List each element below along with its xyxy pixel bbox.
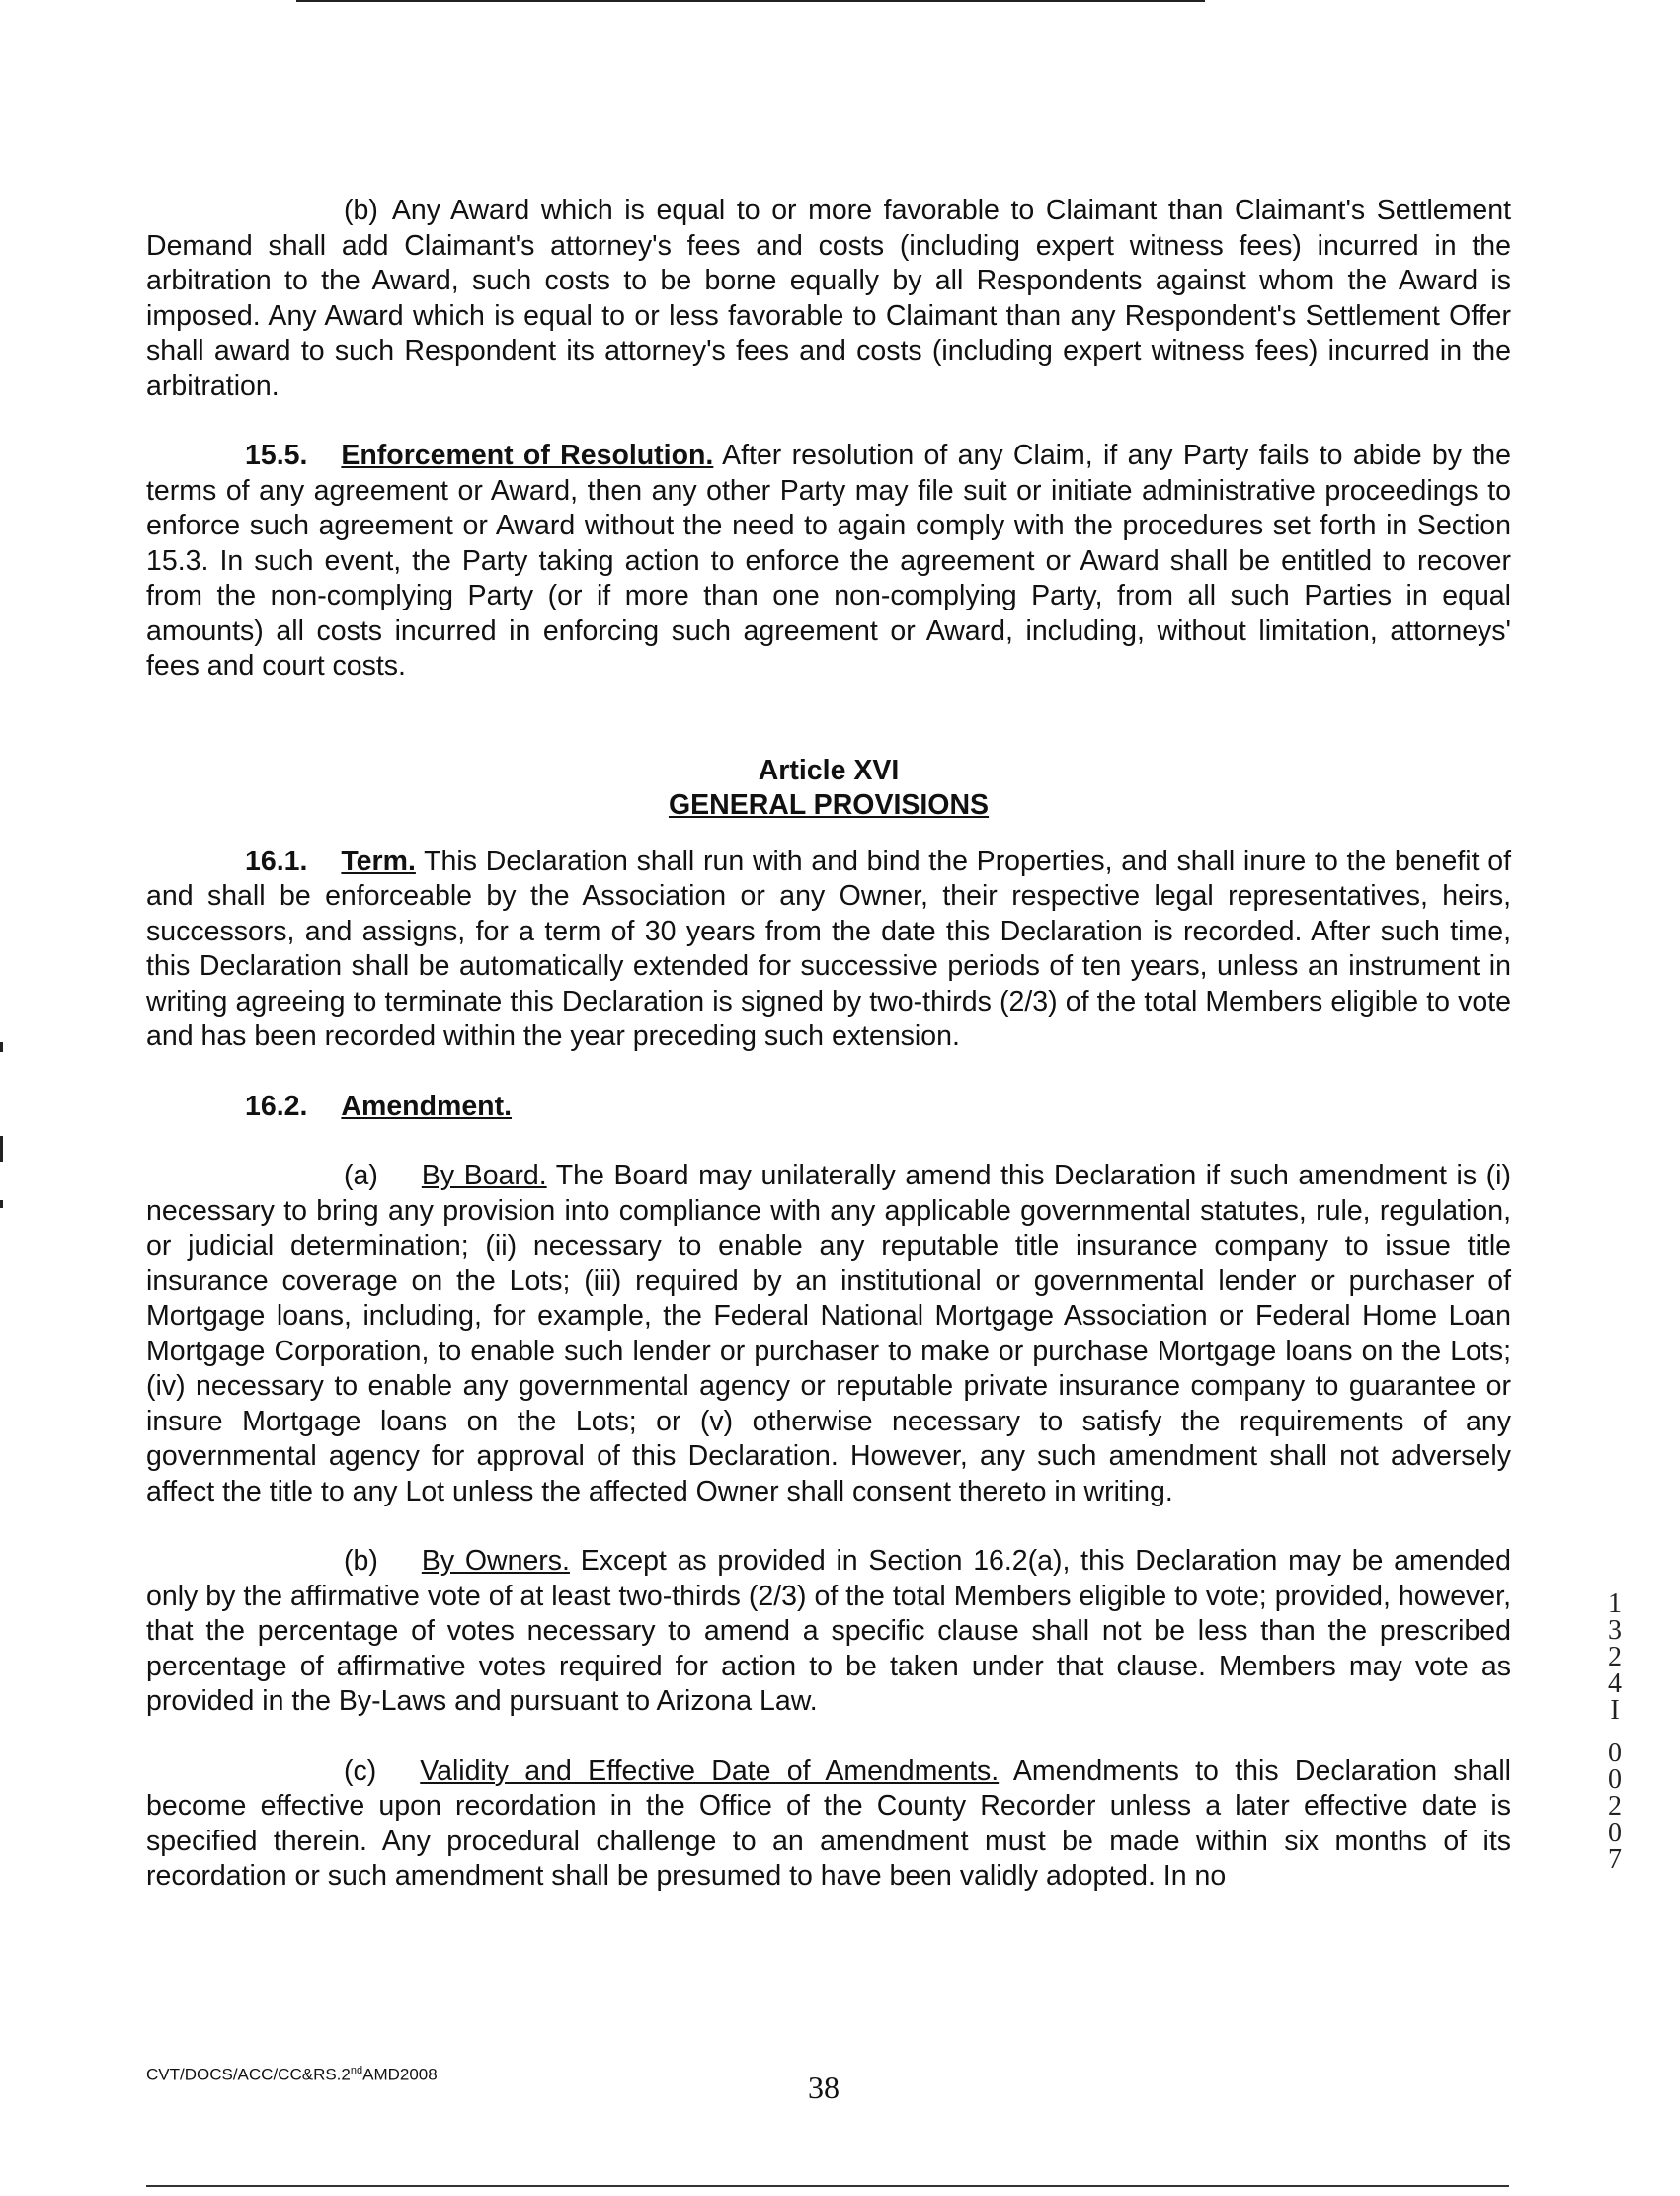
stamp-char: 3 bbox=[1608, 1615, 1622, 1646]
paragraph-text: Any Award which is equal to or more favorable to Claimant than Claimant's Settlement Demand shall add Claimant's attorney's fees and costs (including expert witness fees) incurred in the arbitration to the Award, such costs to be borne equally by all Respondents against whom the Award is imposed. Any Award which is equal to or less favorable to Claimant than any Respondent's Settlement Offer shall award to such Respondent its attorney's fees and costs (including expert witness fees) incurred in the arbitration. bbox=[146, 195, 1511, 402]
paragraph-label: (b) bbox=[344, 195, 378, 226]
stamp-char: 1 bbox=[1608, 1588, 1622, 1619]
section-title: Amendment. bbox=[341, 1090, 512, 1122]
subsection-text: Amendments to this Declaration shall become effective upon recordation in the Office of the County Recorder unless a later effective date is specified therein. Any procedural challenge to an amendment must be made within six months of its recordation or such amendment shall be presumed to have been validly adopted. In no bbox=[146, 1754, 1511, 1892]
subsection-label: (a) bbox=[344, 1160, 378, 1191]
doc-path-superscript: nd bbox=[350, 2065, 363, 2076]
left-edge-mark bbox=[0, 1042, 3, 1052]
subsection-label: (b) bbox=[344, 1545, 378, 1577]
section-number: 15.5. bbox=[245, 440, 308, 471]
subsection-text: The Board may unilaterally amend this Declaration if such amendment is (i) necessary to bring any provision into compliance with any applicable governmental statutes, rule, regulation, or judicial determination; (ii) necessary to enable any reputable title insurance company to issue title insurance coverage on the Lots; (iii) required by an institutional or governmental lender or purchaser of Mortgage loans, including, for example, the Federal National Mortgage Association or Federal Home Loan Mortgage Corporation, to enable such lender or purchaser to make or purchase Mortgage loans on the Lots; (iv) necessary to enable any governmental agency or reputable private insurance company to guarantee or insure Mortgage loans on the Lots; or (v) otherwise necessary to satisfy the requirements of any governmental agency for approval of this Declaration. However, any such amendment shall not adversely affect the title to any Lot unless the affected Owner shall consent thereto in writing. bbox=[146, 1160, 1511, 1507]
stamp-char: 0 bbox=[1608, 1818, 1622, 1848]
top-scan-rule bbox=[296, 0, 1205, 2]
stamp-char: I bbox=[1610, 1695, 1620, 1726]
section-text: This Declaration shall run with and bind the Properties, and shall inure to the benefit of and shall be enforceable by the Association or any Owner, their respective legal representatives, heirs, successors, and assigns, for a term of 30 years from the date this Declaration is recorded. After such time, this Declaration shall be automatically extended for successive periods of ten years, unless an instrument in writing agreeing to terminate this Declaration is signed by two-thirds (2/3) of the total Members eligible to vote and has been recorded within the year preceding such extension. bbox=[146, 845, 1512, 1052]
subsection-title: Validity and Effective Date of Amendments. bbox=[420, 1754, 1000, 1787]
left-edge-mark bbox=[0, 1200, 3, 1208]
section-text: After resolution of any Claim, if any Party fails to abide by the terms of any agreement or Award, then any other Party may file suit or initiate administrative proceedings to enforce such agreement or Award without the need to again comply with the procedures set forth in Section 15.3. In such event, the Party taking action to enforce the agreement or Award shall be entitled to recover from the non-complying Party (or if more than one non-complying Party, from all such Parties in equal amounts) all costs incurred in enforcing such agreement or Award, including, without limitation, attorneys' fees and court costs. bbox=[146, 440, 1511, 682]
section-16-2-heading bbox=[146, 1090, 1511, 1125]
article-title: Article XVI bbox=[758, 754, 900, 786]
section-number: 16.1. bbox=[245, 845, 308, 877]
article-subtitle: GENERAL PROVISIONS bbox=[668, 788, 990, 821]
stamp-char: 0 bbox=[1608, 1764, 1622, 1795]
section-title: Term. bbox=[341, 845, 416, 877]
stamp-char: 4 bbox=[1608, 1668, 1622, 1699]
subsection-text: Except as provided in Section 16.2(a), this Declaration may be amended only by the affirmative vote of at least two-thirds (2/3) of the total Members eligible to vote; provided, however, that the percentage of votes necessary to amend a specific clause shall not be less than the prescribed percentage of affirmative votes required for action to be taken under that clause. Members may vote as provided in the By-Laws and pursuant to Arizona Law. bbox=[146, 1545, 1511, 1717]
document-body bbox=[146, 194, 1511, 1929]
stamp-char: 0 bbox=[1608, 1738, 1622, 1768]
left-edge-mark bbox=[0, 1136, 3, 1162]
section-number: 16.2. bbox=[245, 1090, 308, 1122]
subsection-title: By Board. bbox=[421, 1160, 547, 1191]
subsection-label: (c) bbox=[344, 1754, 377, 1787]
paragraph-b-award bbox=[146, 194, 1511, 404]
doc-path-prefix: CVT/DOCS/ACC/CC&RS.2 bbox=[146, 2065, 351, 2084]
stamp-char: 2 bbox=[1608, 1642, 1622, 1672]
section-title: Enforcement of Resolution. bbox=[341, 440, 714, 471]
subsection-16-2-c bbox=[146, 1754, 1511, 1895]
subsection-16-2-b bbox=[146, 1544, 1511, 1720]
subsection-title: By Owners. bbox=[421, 1545, 570, 1577]
page-number: 38 bbox=[808, 2070, 840, 2105]
footer-document-path bbox=[146, 2065, 438, 2085]
subsection-16-2-a bbox=[146, 1159, 1511, 1509]
doc-path-suffix: AMD2008 bbox=[362, 2065, 438, 2084]
recording-stamp bbox=[1598, 1590, 1632, 1873]
section-15-5 bbox=[146, 439, 1511, 685]
stamp-char: 7 bbox=[1608, 1844, 1622, 1875]
article-heading bbox=[146, 754, 1511, 823]
stamp-char: 2 bbox=[1608, 1791, 1622, 1822]
section-16-1 bbox=[146, 845, 1511, 1055]
bottom-scan-rule bbox=[146, 2185, 1509, 2187]
